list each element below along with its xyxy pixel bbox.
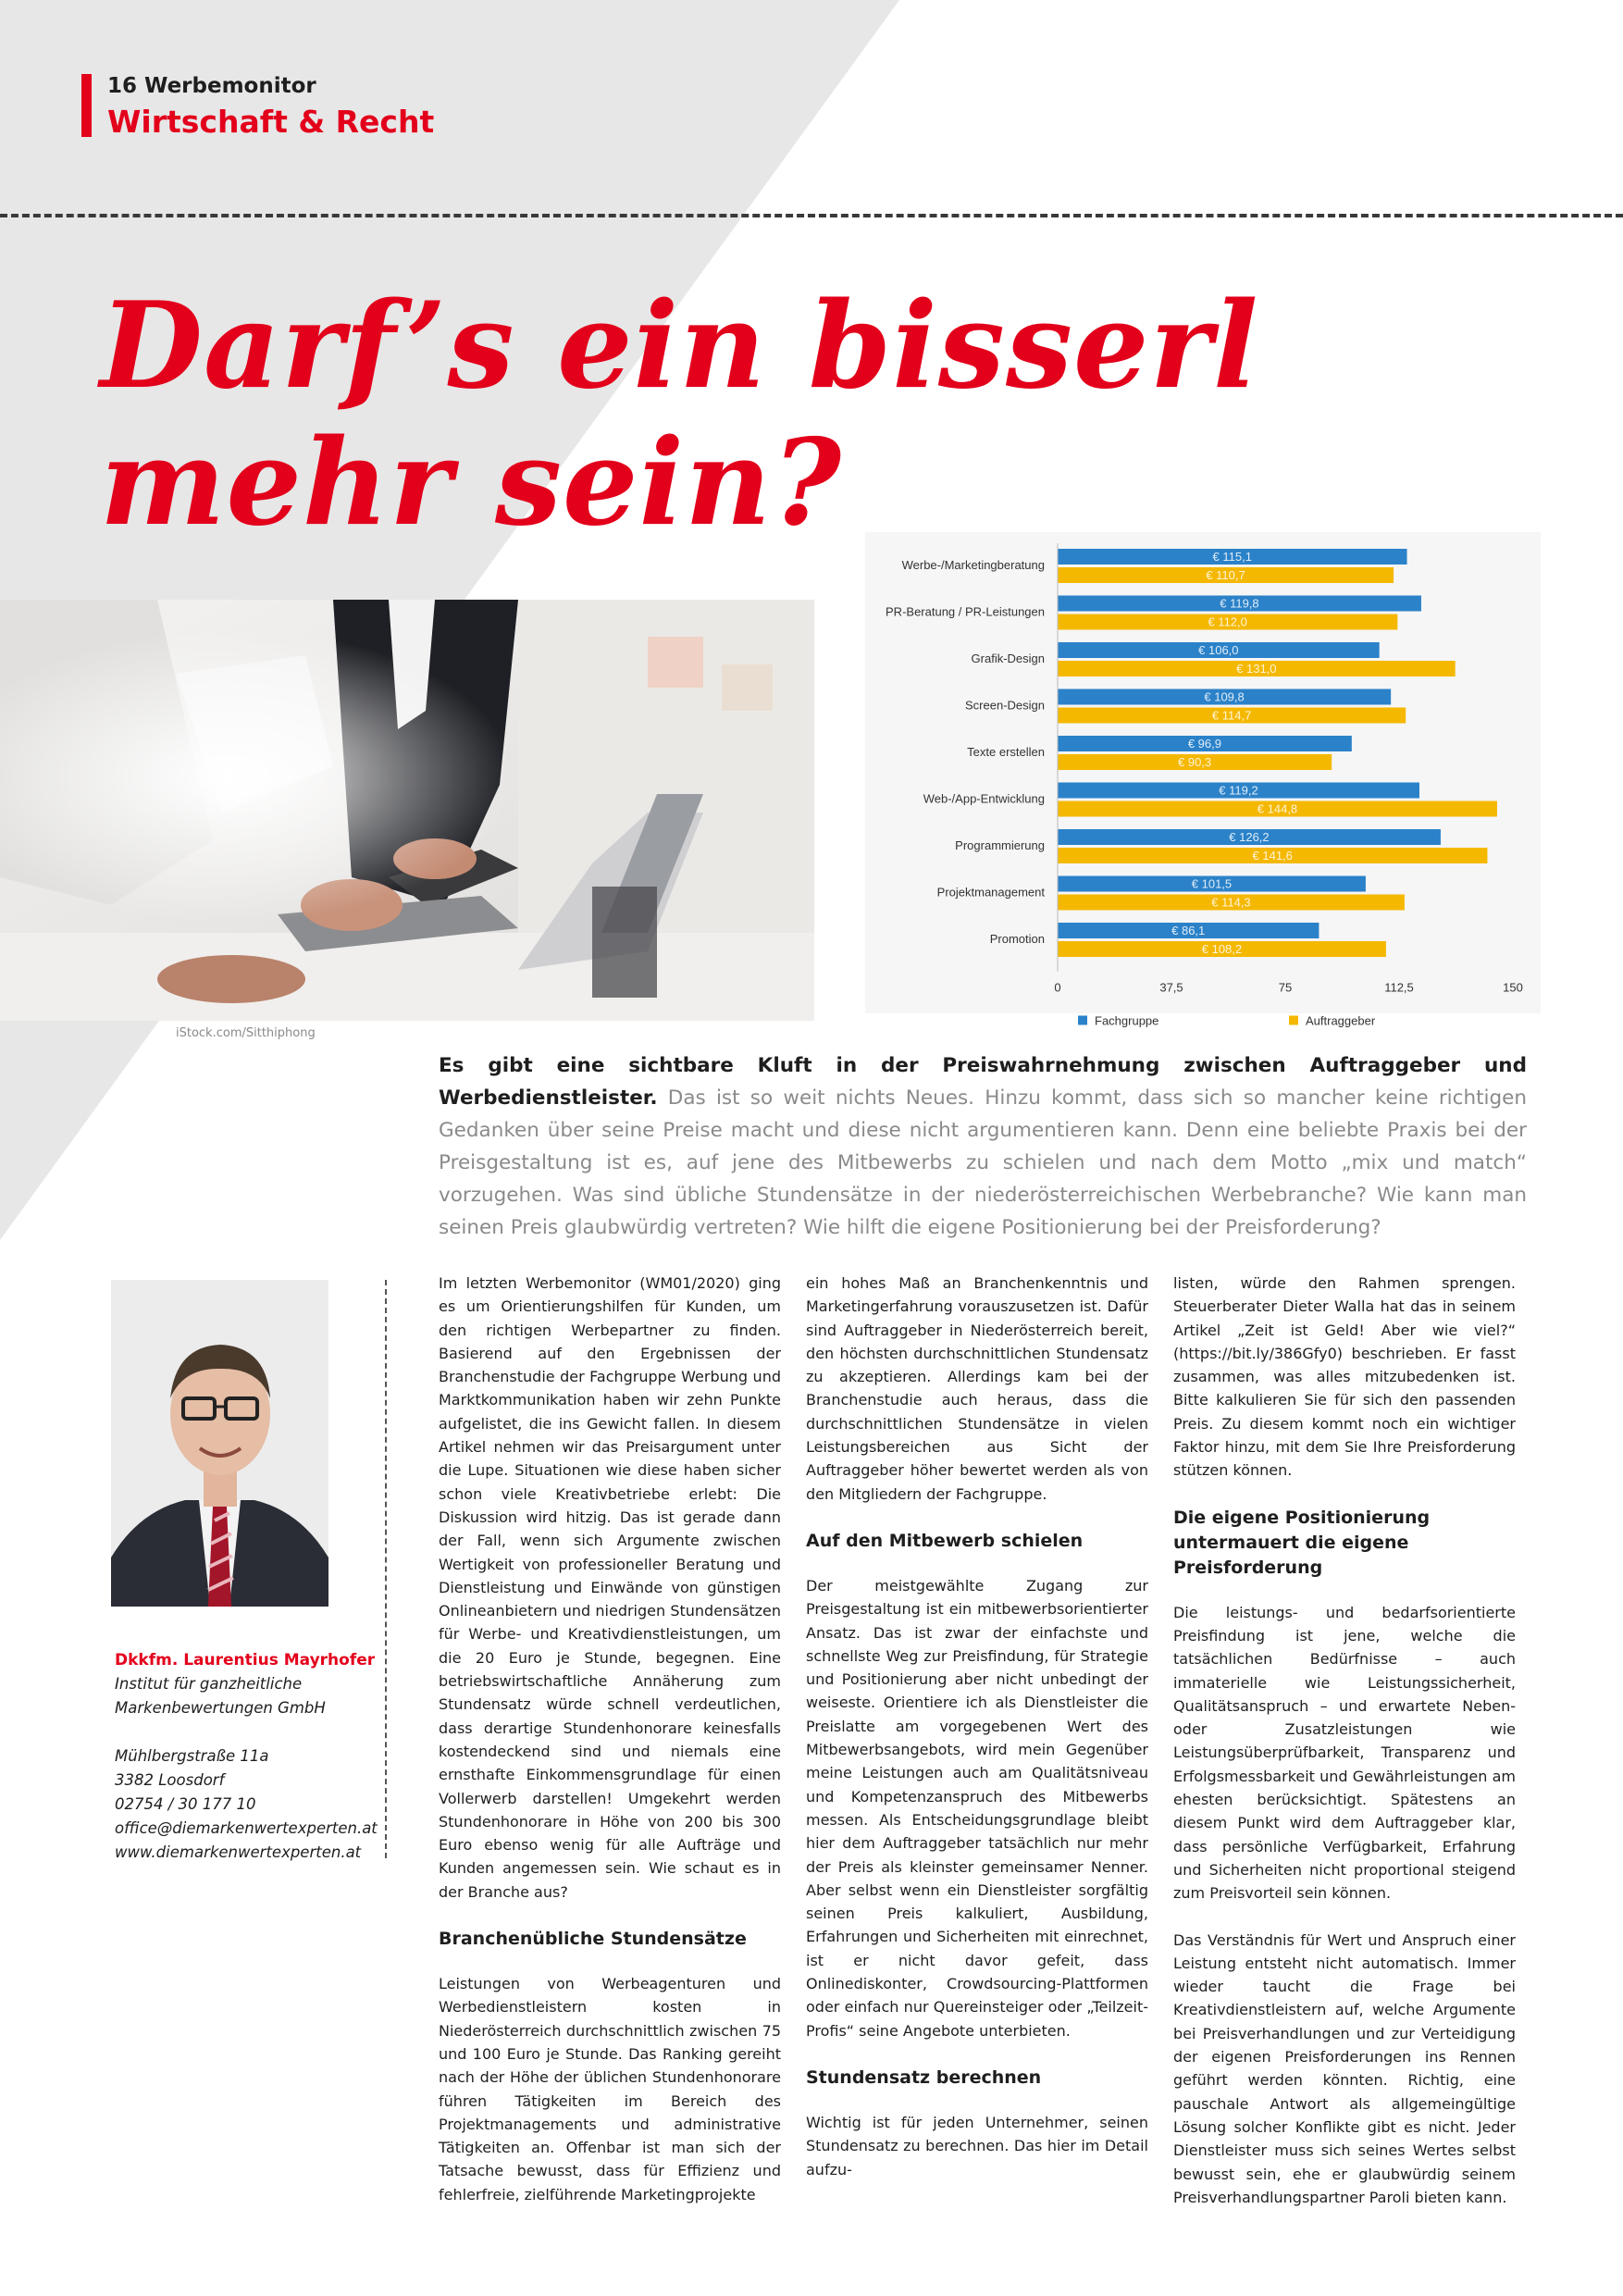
chart-x-tick-label: 37,5 [1159, 980, 1183, 995]
chart-data-label: € 101,5 [1191, 876, 1233, 891]
chart-legend-label: Auftraggeber [1306, 1013, 1376, 1028]
chart-data-label: € 115,1 [1212, 550, 1252, 564]
chart-data-label: € 110,7 [1206, 568, 1245, 582]
lead-paragraph [439, 1049, 1527, 1244]
chart-data-label: € 108,2 [1201, 942, 1243, 956]
chart-legend-swatch [1078, 1016, 1087, 1025]
col2-paragraph-1: ein hohes Maß an Branchenkenntnis und Marketingerfahrung vorauszusetzen ist. Dafür sind Auftraggeber in Niederösterreich bereit, den höchsten durchschnittlichen Stundensatz zu akzeptieren. Allerdings kam bei der Branchenstudie auch heraus, dass die durchschnittlichen Stundensätze in vielen Leistungsbereichen aus Sicht der Auftraggeber höher bewertet werden als von den Mitgliedern der Fachgruppe. [806, 1274, 1148, 1503]
chart-x-tick-label: 0 [1054, 980, 1061, 995]
chart-data-label: € 119,8 [1220, 596, 1259, 611]
chart-category-label: Werbe-/Marketingberatung [901, 558, 1045, 572]
headline-line-2: mehr sein? [100, 414, 843, 552]
chart-data-label: € 86,1 [1171, 924, 1206, 937]
col1-paragraph-1: Im letzten Werbemonitor (WM01/2020) ging es um Orientierungshilfen für Kunden, um den richtigen Werbepartner zu finden. Basierend auf den Ergebnissen der Branchenstudie der Fachgruppe Werbung und Marktkommunikation haben wir zehn Punkte aufgelistet, die ins Gewicht fallen. In diesem Artikel nehmen wir das Preisargument unter die Lupe. Situationen wie diese haben sicher schon viele Kreativbetriebe erlebt: Die Diskussion wird hitzig. Das ist gerade dann der Fall, wenn sich Argumente zwischen Wertigkeit von professioneller Beratung und Dienstleistung und Einwände von günstigen Onlineanbietern und niedrigen Stundensätzen für Werbe- und Kreativdienstleistungen, um die 20 Euro je Stunde, begegnen. Eine betriebswirtschaftliche Annäherung zum Stundensatz würde schnell verdeutlichen, dass derartige Stundenhonorare keinesfalls kostendeckend sind und niemals eine ernsthafte Einkommensgrundlage für einen Vollerwerb darstellen! Umgekehrt werden Stundenhonorare in Höhe von 200 bis 300 Euro ebenso wenig für alle Aufträge und Kunden angemessen sein. Wie schaut es in der Branche aus? [439, 1274, 781, 1901]
chart-data-label: € 126,2 [1229, 830, 1270, 844]
col1-paragraph-2: Leistungen von Werbeagenturen und Werbedienstleistern kosten in Niederösterreich durchschnittlich zwischen 75 und 100 Euro je Stunde. Das Ranking gereiht nach der Höhe der üblichen Stundenhonorare führen Tätigkeiten im Bereich des Projektmanagements und administrative Tätigkeiten an. Offenbar ist man sich der Tatsache bewusst, dass für Effizienz und fehlerfreie, zielführende Marketingprojekte [439, 1975, 781, 2203]
author-portrait [111, 1280, 328, 1607]
chart-data-label: € 96,9 [1187, 737, 1221, 751]
headline-line-1: Darf’s ein bisserl [100, 277, 1259, 416]
author-info [115, 1648, 397, 1865]
chart-legend-swatch [1289, 1016, 1298, 1025]
chart-category-label: Grafik-Design [971, 652, 1045, 665]
office-photo-illustration [0, 600, 814, 1021]
dashed-divider [0, 214, 1623, 217]
header-accent-bar [81, 74, 92, 137]
chart-data-label: € 144,8 [1257, 801, 1298, 816]
author-name: Dkkfm. Laurentius Mayrhofer [115, 1651, 376, 1669]
chart-category-label: Promotion [989, 932, 1045, 946]
author-address [115, 1744, 397, 1865]
chart-data-label: € 114,3 [1211, 895, 1251, 910]
chart-category-label: Web-/App-Entwicklung [923, 791, 1045, 806]
chart-legend-label: Fachgruppe [1095, 1013, 1159, 1028]
column-separator-1 [385, 1280, 387, 1858]
col3-paragraph-3: Das Verständnis für Wert und Anspruch einer Leistung entsteht nicht automatisch. Immer wieder taucht die Frage bei Kreativdienstleistern auf, welche Argumente bei Preisverhandlungen und zur Verteidigung der eigenen Preisforderungen ins Rennen geführt werden könnten. Richtig, eine pauschale Antwort als allgemeingültige Lösung solcher Konflikte gibt es nicht. Jeder Dienstleister muss sich seines Wertes selbst bewusst sein, ehe er glaubwürdig seinem Preisverhandlungspartner Paroli bieten kann. [1173, 1930, 1516, 2206]
hourly-rates-chart [865, 532, 1541, 1028]
chart-category-label: Texte erstellen [967, 745, 1045, 759]
lead-bold: Es gibt eine sichtbare Kluft in der Preiswahrnehmung zwischen Auftraggeber und Werbedienstleister. [439, 1054, 1527, 1110]
col1-subheading-1: Branchenübliche Stundensätze [439, 1929, 747, 1950]
chart-category-label: PR-Beratung / PR-Leistungen [886, 604, 1045, 619]
article-headline [100, 278, 1259, 552]
author-institute: Institut für ganzheitliche Markenbewertungen GmbH [115, 1675, 326, 1717]
text-column-2 [806, 1272, 1148, 2204]
col2-subheading-2: Stundensatz berechnen [806, 2066, 1042, 2088]
chart-data-label: € 119,2 [1219, 783, 1258, 798]
text-column-3 [1173, 1272, 1516, 2232]
lead-rest: Das ist so weit nichts Neues. Hinzu kommt, dass sich so mancher keine richtigen Gedanken über seine Preise macht und diese nicht argumentieren kann. Denn eine beliebte Praxis bei der Preisgestaltung ist es, auf jene des Mitbewerbs zu schielen und nach dem Motto „mix und match“ vorzugehen. Was sind übliche Stundensätze in der niederösterreichischen Werbebranche? Wie kann man seinen Preis glaubwürdig vertreten? Wie hilft die eigene Positionierung bei der Preisforderung? [439, 1086, 1527, 1239]
chart-data-label: € 114,7 [1211, 708, 1252, 723]
col3-subheading-1: Die eigene Positionierung untermauert die eigene Preisforderung [1173, 1507, 1431, 1578]
chart-category-label: Projektmanagement [936, 885, 1045, 900]
office-photo [0, 600, 814, 1021]
chart-x-tick-label: 150 [1503, 980, 1523, 995]
author-phone: 02754 / 30 177 10 [115, 1795, 256, 1813]
hourly-rates-chart-svg [865, 532, 1541, 1028]
chart-data-label: € 141,6 [1252, 849, 1293, 863]
col2-subheading-1: Auf den Mitbewerb schielen [806, 1530, 1084, 1551]
rubric-label: Wirtschaft & Recht [107, 104, 435, 140]
col3-paragraph-2: Die leistungs- und bedarfsorientierte Preisfindung ist jene, welche die tatsächlichen Bedürfnisse – auch immaterielle wie Leistungssicherheit, Qualitätsanspruch – und erwartete Neben- oder Zusatzleistungen wie Leistungsüberprüfbarkeit, Transparenz und Erfolgsmessbarkeit und Gewährleistungen am ehesten berücksichtigt. Spätestens an diesem Punkt wird dem Auftraggeber klar, dass persönliche Verfügbarkeit, Erfahrung und Sicherheiten nicht proportional steigend zum Preisvorteil sein können. [1173, 1603, 1516, 1903]
chart-data-label: € 109,8 [1204, 689, 1245, 704]
author-portrait-illustration [111, 1280, 328, 1607]
chart-category-label: Programmierung [955, 838, 1045, 852]
chart-category-label: Screen-Design [965, 698, 1045, 713]
issue-label: 16 Werbemonitor [107, 74, 316, 98]
chart-data-label: € 112,0 [1208, 614, 1247, 629]
chart-data-label: € 90,3 [1178, 755, 1212, 769]
chart-data-label: € 131,0 [1236, 662, 1277, 676]
chart-x-tick-label: 112,5 [1384, 980, 1414, 995]
author-website[interactable]: www.diemarkenwertexperten.at [115, 1843, 362, 1861]
col2-paragraph-3: Wichtig ist für jeden Unternehmer, seinen Stundensatz zu berechnen. Das hier im Detail aufzu- [806, 2113, 1148, 2178]
author-city: 3382 Loosdorf [115, 1771, 225, 1789]
chart-data-label: € 106,0 [1198, 643, 1239, 657]
author-email[interactable]: office@diemarkenwertexperten.at [115, 1819, 378, 1837]
author-street: Mühlbergstraße 11a [115, 1747, 269, 1765]
col2-paragraph-2: Der meistgewählte Zugang zur Preisgestaltung ist ein mitbewerbsorientierter Ansatz. Das ist zwar der einfachste und schnellste Weg zur Preisfindung, für Strategie und Positionierung aber nicht unbedingt der weiseste. Orientiere ich als Dienstleister die Preislatte am vorgegebenen Wert des Mitbewerbsangebots, wird mein Gegenüber meine Leistungen auch am Qualitätsniveau und Kompetenzanspruch des Mitbewerbs messen. Als Entscheidungsgrundlage bleibt hier dem Auftraggeber tatsächlich nur mehr der Preis als kleinster gemeinsamer Nenner. Aber selbst wenn ein Dienstleister sorgfältig seinen Preis kalkuliert, Ausbildung, Erfahrungen und Sicherheiten mit einrechnet, ist er nicht davor gefeit, dass Onlinediskonter, Crowdsourcing-Plattformen oder einfach nur Quereinsteiger oder „Teilzeit-Profis“ seine Angebote unterbieten. [806, 1576, 1148, 2040]
text-column-1 [439, 1272, 781, 2229]
chart-x-tick-label: 75 [1278, 980, 1293, 995]
col3-paragraph-1: listen, würde den Rahmen sprengen. Steuerberater Dieter Walla hat das in seinem Artikel „Zeit ist Geld! Aber wie viel?“ (https://bit.ly/386Gfy0) beschrieben. Er fasst zusammen, was alles mitzubedenken ist. Bitte kalkulieren Sie für sich den passenden Preis. Zu diesem kommt noch ein wichtiger Faktor hinzu, mit dem Sie Ihre Preisforderung stützen können. [1173, 1274, 1516, 1480]
photo-credit: iStock.com/Sitthiphong [176, 1026, 316, 1040]
